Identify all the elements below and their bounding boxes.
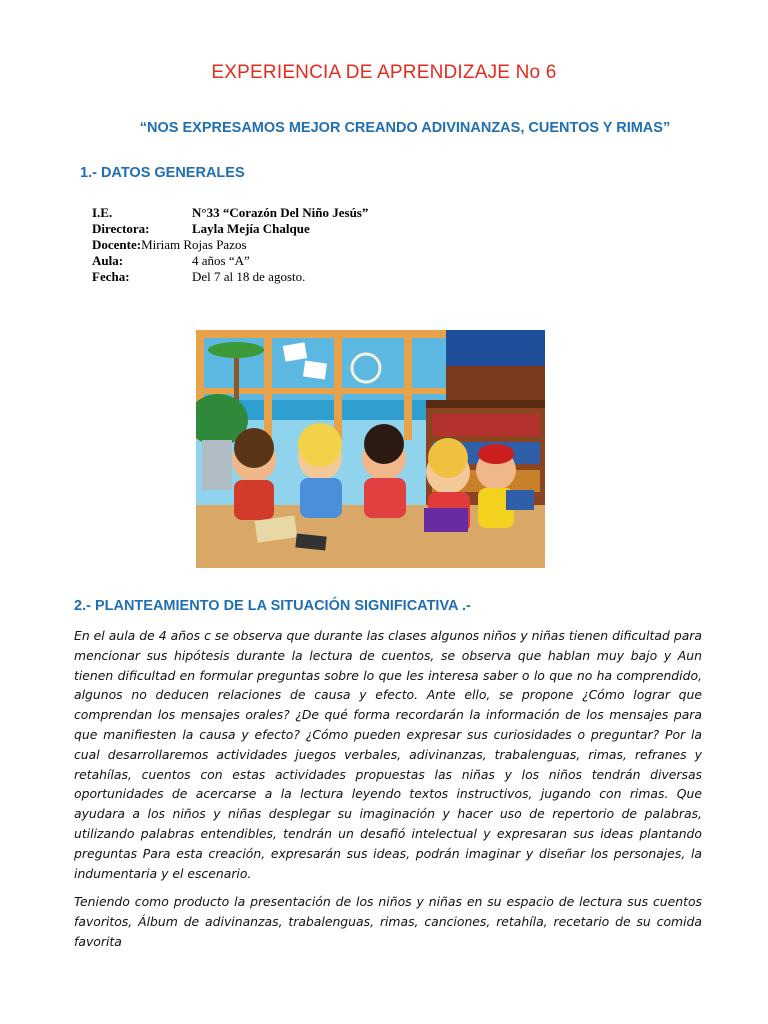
section-heading-planteamiento: 2.- PLANTEAMIENTO DE LA SITUACIÓN SIGNIFICATIVA .- bbox=[74, 598, 471, 614]
datos-row-aula bbox=[92, 253, 368, 269]
datos-label: Directora: bbox=[92, 221, 150, 236]
paragraph-producto: Teniendo como producto la presentación de los niños y niñas en su espacio de lectura sus cuentos favoritos, Álbum de adivinanzas, trabalenguas, rimas, canciones, retahíla, recetario de su comida favorita bbox=[74, 894, 702, 949]
datos-label: Docente: bbox=[92, 237, 142, 252]
datos-label: Aula: bbox=[92, 253, 124, 268]
children-reading-illustration bbox=[196, 330, 545, 568]
datos-row-ie bbox=[92, 205, 368, 221]
datos-value: Miriam Rojas Pazos bbox=[141, 237, 247, 252]
datos-value: N°33 “Corazón Del Niño Jesús” bbox=[192, 205, 369, 220]
datos-row-fecha bbox=[92, 269, 368, 285]
datos-row-docente bbox=[92, 237, 368, 253]
datos-value: 4 años “A” bbox=[192, 253, 250, 268]
document-subtitle: “NOS EXPRESAMOS MEJOR CREANDO ADIVINANZAS, CUENTOS Y RIMAS” bbox=[139, 120, 671, 136]
datos-label: I.E. bbox=[92, 205, 113, 220]
paragraph-situacion: En el aula de 4 años c se observa que durante las clases algunos niños y niñas tienen dificultad para mencionar sus hipótesis durante la lectura de cuentos, se observa que hablan muy bajo y Aun tienen dificultad en formular preguntas sobre lo que les interesa saber o lo que no ha comprendido, algunos no deducen relaciones de causa y efecto. Ante ello, se propone ¿Cómo lograr que comprendan los mensajes orales? ¿De qué forma recordarán la información de los mensajes para que manifiesten la causa y efecto? ¿Cómo pueden expresar sus curiosidades o preguntar? Por la cual desarrollaremos actividades juegos verbales, adivinanzas, trabalenguas, rimas, refranes y retahílas, cuentos con estas actividades propuestas las niñas y los niños tendrán diversas oportunidades de acercarse a la lectura leyendo textos instructivos, jugando con rimas. Que ayudara a los niños y niñas desplegar su imaginación y hacer uso de repertorio de palabras, utilizando palabras entendibles, tendrán un desafió intelectual y expresaran sus ideas plantando preguntas Para esta creación, expresarán sus ideas, podrán imaginar y diseñar los personajes, la indumentaria y el escenario. bbox=[74, 628, 702, 881]
datos-value: Del 7 al 18 de agosto. bbox=[192, 269, 306, 284]
datos-row-directora bbox=[92, 221, 368, 237]
datos-value: Layla Mejía Chalque bbox=[192, 221, 310, 236]
datos-label: Fecha: bbox=[92, 269, 130, 284]
section-heading-datos-generales: 1.- DATOS GENERALES bbox=[80, 165, 245, 181]
document-title: EXPERIENCIA DE APRENDIZAJE No 6 bbox=[211, 62, 557, 83]
datos-generales-table bbox=[92, 205, 368, 285]
